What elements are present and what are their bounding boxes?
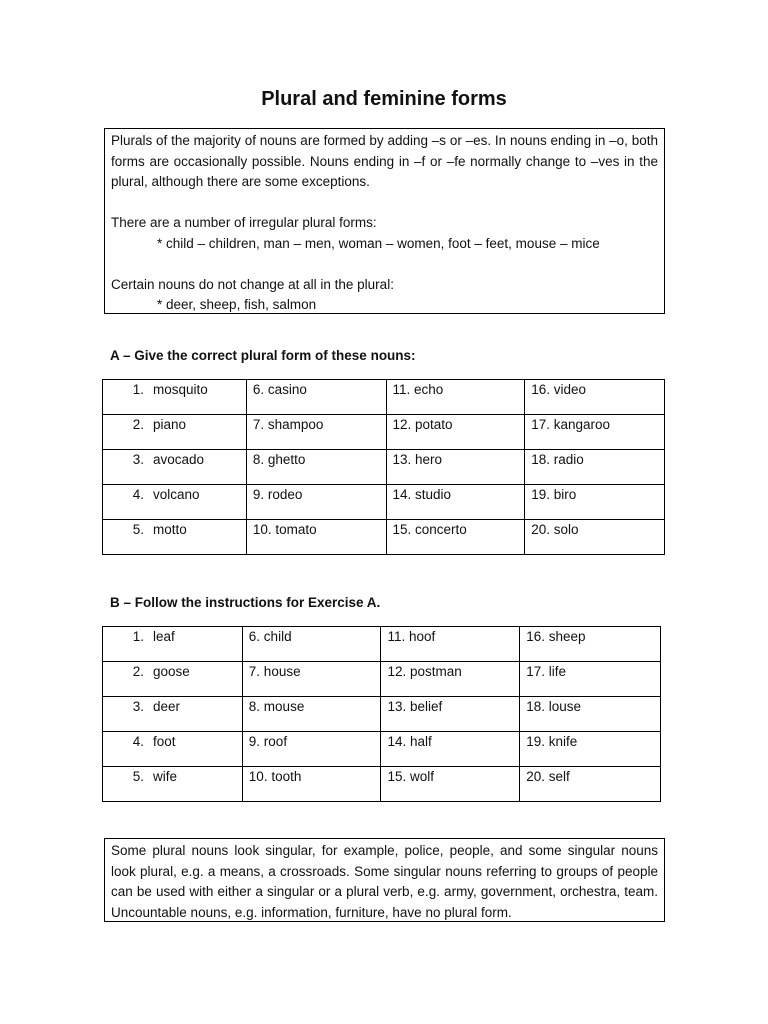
table-cell: 15. concerto [386,520,525,555]
table-cell: 11. hoof [381,627,520,662]
table-cell: 8. ghetto [246,450,386,485]
table-cell: 19. biro [525,485,665,520]
table-cell: 18. louse [520,697,661,732]
page-title: Plural and feminine forms [261,88,507,110]
table-cell: 17. life [520,662,661,697]
table-cell: 4. volcano [103,485,247,520]
table-row [103,520,665,555]
table-cell: 6. child [242,627,381,662]
table-cell: 4. foot [103,732,243,767]
table-row [103,485,665,520]
table-cell: 16. video [525,380,665,415]
table-cell: 9. roof [242,732,381,767]
table-cell: 13. belief [381,697,520,732]
table-cell: 12. potato [386,415,525,450]
table-cell: 5. wife [103,767,243,802]
table-row [103,767,661,802]
irregular-examples: * child – children, man – men, woman – women, foot – feet, mouse – mice [157,235,600,251]
unchanged-examples: * deer, sheep, fish, salmon [157,297,317,312]
table-cell: 19. knife [520,732,661,767]
table-cell: 16. sheep [520,627,661,662]
table-cell: 9. rodeo [246,485,386,520]
note-box: Some plural nouns look singular, for example, police, people, and some singular nouns look plural, e.g. a means, a crossroads. Some singular nouns referring to groups of people can be used with either a singular or a plural verb, e.g. army, government, orchestra, team. Uncountable nouns, e.g. information, furniture, have no plural form. [104,838,665,922]
table-cell: 5. motto [103,520,247,555]
table-cell: 2. goose [103,662,243,697]
table-row [103,415,665,450]
exercise-a-heading: A – Give the correct plural form of these nouns: [110,348,416,363]
table-row [103,627,661,662]
intro-box [104,128,665,314]
exercise-b-heading: B – Follow the instructions for Exercise A. [110,595,381,610]
table-cell: 18. radio [525,450,665,485]
table-cell: 2. piano [103,415,247,450]
table-cell: 14. studio [386,485,525,520]
table-row [103,732,661,767]
unchanged-label: Certain nouns do not change at all in the plural: [111,276,394,292]
table-row [103,662,661,697]
table-cell: 1. mosquito [103,380,247,415]
table-cell: 17. kangaroo [525,415,665,450]
table-cell: 10. tooth [242,767,381,802]
table-cell: 1. leaf [103,627,243,662]
table-row [103,380,665,415]
table-row [103,697,661,732]
table-cell: 12. postman [381,662,520,697]
table-cell: 8. mouse [242,697,381,732]
table-cell: 14. half [381,732,520,767]
table-cell: 15. wolf [381,767,520,802]
table-cell: 7. shampoo [246,415,386,450]
table-cell: 3. deer [103,697,243,732]
irregular-label: There are a number of irregular plural forms: [111,215,377,230]
exercise-a-table [102,379,665,555]
table-cell: 20. self [520,767,661,802]
table-cell: 3. avocado [103,450,247,485]
table-cell: 7. house [242,662,381,697]
table-cell: 10. tomato [246,520,386,555]
table-cell: 11. echo [386,380,525,415]
table-cell: 20. solo [525,520,665,555]
intro-paragraph: Plurals of the majority of nouns are formed by adding –s or –es. In nouns ending in –o, both forms are occasionally possible. Nouns ending in –f or –fe normally change to –ves in the plural, although there are some exceptions. [111,133,658,189]
table-row [103,450,665,485]
table-cell: 6. casino [246,380,386,415]
exercise-b-table [102,626,661,802]
table-cell: 13. hero [386,450,525,485]
